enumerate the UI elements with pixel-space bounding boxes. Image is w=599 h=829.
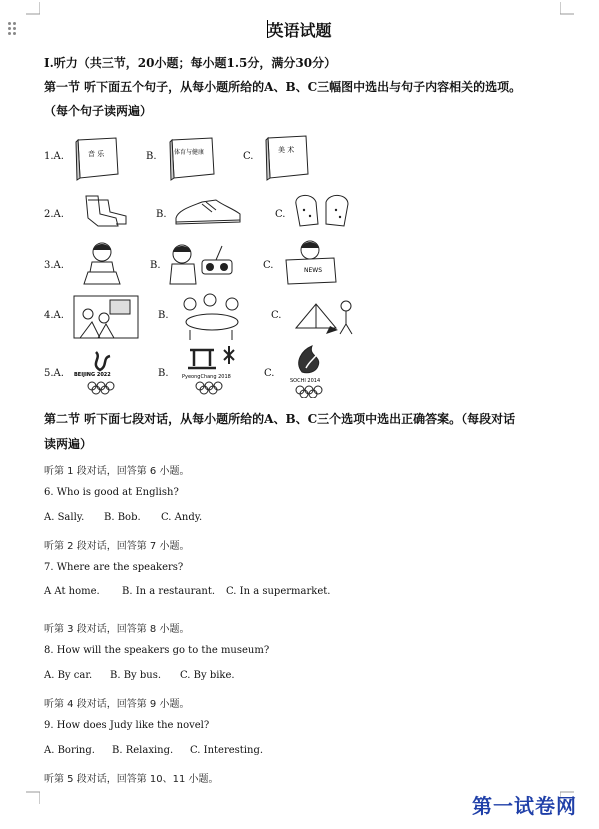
- dialogue5-instruction: 听第 5 段对话，回答第 10、11 小题。: [44, 774, 219, 785]
- q7-option-a: A At home.: [44, 586, 100, 597]
- dialogue1-instruction: 听第 1 段对话，回答第 6 小题。: [44, 466, 190, 477]
- q3-label-c: C.: [263, 260, 274, 271]
- q4-label-b: B.: [158, 310, 169, 321]
- pyeongchang-2018-logo: [176, 344, 250, 396]
- q9-option-a: A. Boring.: [44, 745, 95, 756]
- socks-image: [72, 192, 132, 232]
- q6-option-b: B. Bob.: [104, 512, 141, 523]
- corner-mark-top-left: [26, 2, 40, 16]
- q9-option-b: B. Relaxing.: [112, 745, 174, 756]
- q8-option-b: B. By bus.: [110, 670, 162, 681]
- q4-label-a: 4.A.: [44, 310, 64, 321]
- corner-mark-top-right: [560, 2, 574, 16]
- q1-label-c: C.: [243, 151, 254, 162]
- q2-label-a: 2.A.: [44, 209, 64, 220]
- art-book-image: [262, 132, 312, 182]
- mittens-image: [290, 190, 356, 234]
- part1-instruction-line1: 第一节 听下面五个句子，从每小题所给的A、B、C三幅图中选出与句子内容相关的选项。: [44, 80, 522, 94]
- q6-option-a: A. Sally.: [44, 512, 85, 523]
- q2-label-b: B.: [156, 209, 167, 220]
- camping-image: [290, 290, 362, 342]
- section1-heading: I.听力（共三节，20小题；每小题1.5分，满分30分）: [44, 56, 337, 70]
- page-title: 英语试题: [267, 21, 332, 40]
- pyeongchang-2018-text: PyeongChang 2018: [182, 374, 231, 380]
- q4-label-c: C.: [271, 310, 282, 321]
- dialogue4-instruction: 听第 4 段对话，回答第 9 小题。: [44, 699, 190, 710]
- shoes-image: [172, 192, 244, 230]
- q7-option-c: C. In a supermarket.: [226, 586, 331, 597]
- question8: 8. How will the speakers go to the museum?: [44, 645, 270, 656]
- q5-label-b: B.: [158, 368, 169, 379]
- beijing-2022-logo: [72, 346, 136, 396]
- part2-instruction-line1: 第二节 听下面七段对话，从每小题所给的A、B、C三个选项中选出正确答案。（每段对话: [44, 412, 516, 426]
- boy-writing-image: [76, 240, 132, 286]
- watermark-logo: 第一试卷网: [472, 794, 577, 818]
- q1-label-b: B.: [146, 151, 157, 162]
- music-book-image: [72, 134, 122, 182]
- q9-option-c: C. Interesting.: [190, 745, 264, 756]
- q6-option-c: C. Andy.: [161, 512, 203, 523]
- question7: 7. Where are the speakers?: [44, 562, 184, 573]
- q8-option-a: A. By car.: [44, 670, 93, 681]
- q7-option-b: B. In a restaurant.: [122, 586, 216, 597]
- restaurant-image: [176, 290, 246, 342]
- boy-radio-image: [166, 240, 240, 286]
- part2-instruction-line2: 读两遍）: [44, 437, 93, 451]
- q3-label-a: 3.A.: [44, 260, 64, 271]
- q5-label-c: C.: [264, 368, 275, 379]
- dialogue3-instruction: 听第 3 段对话，回答第 8 小题。: [44, 624, 190, 635]
- book-label-music: 音 乐: [88, 150, 105, 158]
- family-home-image: [70, 292, 142, 342]
- q2-label-c: C.: [275, 209, 286, 220]
- dialogue2-instruction: 听第 2 段对话，回答第 7 小题。: [44, 541, 190, 552]
- pe-book-image: [166, 134, 218, 182]
- newspaper-text: NEWS: [304, 267, 323, 274]
- q8-option-c: C. By bike.: [180, 670, 235, 681]
- q3-label-b: B.: [150, 260, 161, 271]
- question6: 6. Who is good at English?: [44, 487, 179, 498]
- book-label-art: 美 术: [278, 146, 295, 154]
- q5-label-a: 5.A.: [44, 368, 64, 379]
- sochi-2014-logo: [282, 342, 342, 398]
- man-newspaper-image: [280, 238, 342, 286]
- book-label-pe: 体育与健康: [174, 149, 205, 156]
- question9: 9. How does Judy like the novel?: [44, 720, 210, 731]
- q1-label-a: 1.A.: [44, 151, 64, 162]
- sochi-2014-text: SOCHI 2014: [290, 378, 321, 384]
- part1-instruction-line2: （每个句子读两遍）: [44, 104, 153, 118]
- corner-mark-bottom-left: [26, 790, 40, 804]
- beijing-2022-text: BEIJING 2022: [74, 372, 111, 378]
